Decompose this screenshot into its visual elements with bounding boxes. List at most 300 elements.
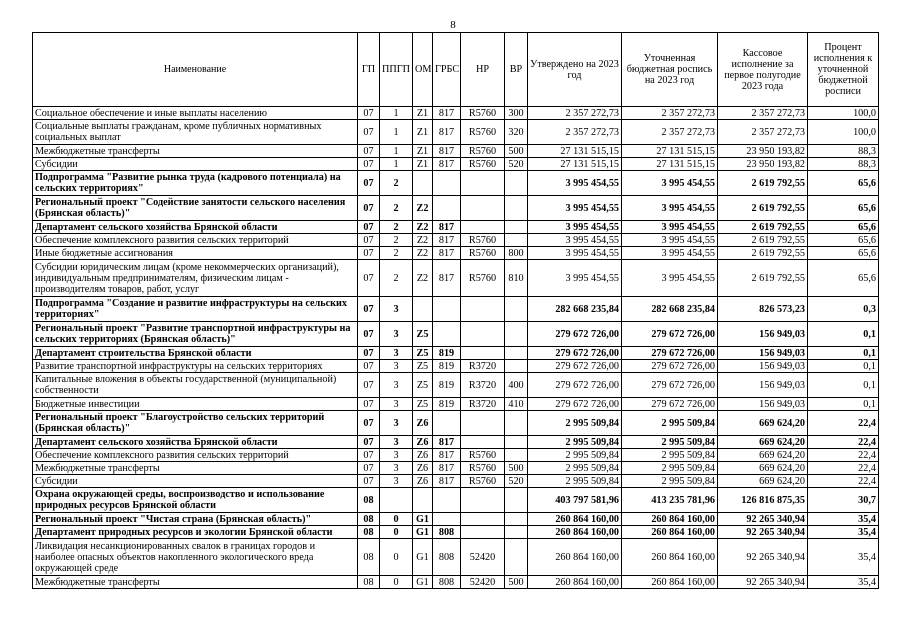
cell-refined: 2 357 272,73: [622, 120, 718, 145]
cell-refined: 279 672 726,00: [622, 347, 718, 360]
table-row: [33, 488, 879, 513]
cell-name: Бюджетные инвестиции: [33, 398, 358, 411]
cell-cash: 826 573,23: [718, 297, 808, 322]
cell-om: [413, 171, 433, 196]
cell-vr: [505, 449, 528, 462]
cell-percent: 0,3: [808, 297, 879, 322]
cell-np: R5760: [461, 247, 505, 260]
cell-np: R5760: [461, 234, 505, 247]
cell-om: G1: [413, 526, 433, 539]
header-ppgp: ППГП: [380, 33, 413, 107]
cell-approved: 279 672 726,00: [528, 347, 622, 360]
cell-name: Обеспечение комплексного развития сельских территорий: [33, 449, 358, 462]
cell-approved: 403 797 581,96: [528, 488, 622, 513]
cell-vr: [505, 196, 528, 221]
cell-grbs: [433, 171, 461, 196]
cell-om: Z5: [413, 322, 433, 347]
table-row: [33, 449, 879, 462]
cell-cash: 2 619 792,55: [718, 260, 808, 297]
cell-gp: 07: [358, 449, 380, 462]
cell-refined: 27 131 515,15: [622, 145, 718, 158]
cell-vr: [505, 436, 528, 449]
cell-np: R5760: [461, 145, 505, 158]
cell-gp: 07: [358, 360, 380, 373]
cell-percent: 30,7: [808, 488, 879, 513]
cell-grbs: 819: [433, 398, 461, 411]
cell-approved: 3 995 454,55: [528, 171, 622, 196]
cell-gp: 07: [358, 475, 380, 488]
cell-om: Z1: [413, 158, 433, 171]
cell-name: Подпрограмма "Создание и развитие инфраструктуры на сельских территориях": [33, 297, 358, 322]
cell-ppgp: 1: [380, 120, 413, 145]
cell-ppgp: 2: [380, 234, 413, 247]
cell-om: Z5: [413, 373, 433, 398]
cell-ppgp: 2: [380, 196, 413, 221]
cell-grbs: [433, 513, 461, 526]
cell-refined: 2 995 509,84: [622, 436, 718, 449]
table-row: [33, 411, 879, 436]
cell-cash: 156 949,03: [718, 398, 808, 411]
cell-vr: [505, 513, 528, 526]
cell-grbs: 817: [433, 475, 461, 488]
cell-np: R5760: [461, 462, 505, 475]
header-vr: ВР: [505, 33, 528, 107]
cell-ppgp: 3: [380, 297, 413, 322]
cell-approved: 3 995 454,55: [528, 234, 622, 247]
cell-np: [461, 411, 505, 436]
cell-np: R5760: [461, 449, 505, 462]
cell-vr: 810: [505, 260, 528, 297]
cell-vr: [505, 322, 528, 347]
cell-ppgp: 0: [380, 526, 413, 539]
cell-name: Социальные выплаты гражданам, кроме публичных нормативных социальных выплат: [33, 120, 358, 145]
cell-ppgp: 0: [380, 576, 413, 589]
cell-np: R3720: [461, 398, 505, 411]
cell-om: Z6: [413, 411, 433, 436]
cell-refined: 27 131 515,15: [622, 158, 718, 171]
cell-name: Межбюджетные трансферты: [33, 462, 358, 475]
cell-ppgp: 0: [380, 513, 413, 526]
cell-ppgp: 3: [380, 347, 413, 360]
cell-cash: 23 950 193,82: [718, 158, 808, 171]
cell-ppgp: 3: [380, 322, 413, 347]
header-percent: Процент исполнения к уточненной бюджетной росписи: [808, 33, 879, 107]
table-row: [33, 360, 879, 373]
cell-percent: 65,6: [808, 247, 879, 260]
cell-vr: 410: [505, 398, 528, 411]
cell-gp: 07: [358, 107, 380, 120]
cell-percent: 65,6: [808, 260, 879, 297]
cell-vr: [505, 347, 528, 360]
cell-ppgp: 2: [380, 221, 413, 234]
cell-name: Развитие транспортной инфраструктуры на сельских территориях: [33, 360, 358, 373]
cell-vr: [505, 526, 528, 539]
cell-approved: 27 131 515,15: [528, 145, 622, 158]
cell-name: Иные бюджетные ассигнования: [33, 247, 358, 260]
cell-approved: 3 995 454,55: [528, 260, 622, 297]
cell-ppgp: 3: [380, 462, 413, 475]
cell-approved: 260 864 160,00: [528, 576, 622, 589]
cell-om: Z1: [413, 107, 433, 120]
cell-name: Социальное обеспечение и иные выплаты населению: [33, 107, 358, 120]
cell-om: Z5: [413, 360, 433, 373]
cell-gp: 07: [358, 247, 380, 260]
cell-grbs: 817: [433, 234, 461, 247]
cell-refined: 3 995 454,55: [622, 247, 718, 260]
cell-refined: 3 995 454,55: [622, 196, 718, 221]
cell-vr: 520: [505, 158, 528, 171]
cell-vr: 500: [505, 576, 528, 589]
cell-grbs: [433, 297, 461, 322]
cell-vr: [505, 297, 528, 322]
table-row: [33, 436, 879, 449]
cell-refined: 279 672 726,00: [622, 360, 718, 373]
header-np: НР: [461, 33, 505, 107]
cell-gp: 07: [358, 322, 380, 347]
cell-grbs: 817: [433, 120, 461, 145]
cell-name: Департамент строительства Брянской области: [33, 347, 358, 360]
cell-vr: [505, 411, 528, 436]
cell-percent: 65,6: [808, 171, 879, 196]
cell-cash: 2 619 792,55: [718, 171, 808, 196]
cell-refined: 282 668 235,84: [622, 297, 718, 322]
cell-vr: 300: [505, 107, 528, 120]
cell-grbs: 819: [433, 347, 461, 360]
cell-refined: 3 995 454,55: [622, 260, 718, 297]
cell-vr: [505, 360, 528, 373]
table-row: [33, 347, 879, 360]
cell-gp: 08: [358, 488, 380, 513]
cell-np: R5760: [461, 120, 505, 145]
cell-percent: 22,4: [808, 475, 879, 488]
cell-gp: 07: [358, 398, 380, 411]
cell-np: R3720: [461, 360, 505, 373]
cell-np: [461, 513, 505, 526]
cell-ppgp: 1: [380, 107, 413, 120]
cell-gp: 08: [358, 513, 380, 526]
cell-om: Z2: [413, 221, 433, 234]
cell-grbs: 819: [433, 360, 461, 373]
header-name: Наименование: [33, 33, 358, 107]
cell-gp: 07: [358, 436, 380, 449]
cell-np: [461, 221, 505, 234]
cell-ppgp: 3: [380, 436, 413, 449]
cell-np: R5760: [461, 158, 505, 171]
cell-percent: 22,4: [808, 411, 879, 436]
table-row: [33, 247, 879, 260]
cell-np: R5760: [461, 475, 505, 488]
cell-om: Z2: [413, 260, 433, 297]
cell-cash: 92 265 340,94: [718, 576, 808, 589]
cell-np: [461, 322, 505, 347]
table-row: [33, 576, 879, 589]
cell-np: [461, 526, 505, 539]
cell-om: Z5: [413, 398, 433, 411]
cell-percent: 0,1: [808, 322, 879, 347]
table-row: [33, 398, 879, 411]
cell-percent: 35,4: [808, 576, 879, 589]
cell-approved: 260 864 160,00: [528, 539, 622, 576]
cell-grbs: 808: [433, 576, 461, 589]
cell-cash: 23 950 193,82: [718, 145, 808, 158]
cell-approved: 279 672 726,00: [528, 360, 622, 373]
cell-name: Ликвидация несанкционированных свалок в границах городов и наиболее опасных объектов накопленного экологического вреда окружающей среде: [33, 539, 358, 576]
cell-approved: 2 995 509,84: [528, 436, 622, 449]
cell-cash: 92 265 340,94: [718, 513, 808, 526]
cell-approved: 279 672 726,00: [528, 373, 622, 398]
cell-approved: 282 668 235,84: [528, 297, 622, 322]
cell-name: Охрана окружающей среды, воспроизводство и использование природных ресурсов Брянской области: [33, 488, 358, 513]
cell-approved: 279 672 726,00: [528, 322, 622, 347]
cell-refined: 3 995 454,55: [622, 221, 718, 234]
cell-gp: 07: [358, 158, 380, 171]
cell-cash: 92 265 340,94: [718, 539, 808, 576]
header-grbs: ГРБС: [433, 33, 461, 107]
cell-vr: [505, 171, 528, 196]
cell-name: Региональный проект "Благоустройство сельских территорий (Брянская область)": [33, 411, 358, 436]
cell-om: Z6: [413, 475, 433, 488]
cell-cash: 2 619 792,55: [718, 234, 808, 247]
cell-gp: 07: [358, 171, 380, 196]
header-approved: Утверждено на 2023 год: [528, 33, 622, 107]
cell-ppgp: 3: [380, 373, 413, 398]
cell-approved: 260 864 160,00: [528, 513, 622, 526]
cell-grbs: 817: [433, 462, 461, 475]
cell-gp: 07: [358, 260, 380, 297]
cell-vr: 800: [505, 247, 528, 260]
cell-om: Z1: [413, 120, 433, 145]
cell-cash: 92 265 340,94: [718, 526, 808, 539]
cell-cash: 2 619 792,55: [718, 196, 808, 221]
cell-om: Z2: [413, 247, 433, 260]
cell-refined: 2 995 509,84: [622, 411, 718, 436]
cell-vr: 320: [505, 120, 528, 145]
table-row: [33, 462, 879, 475]
cell-refined: 279 672 726,00: [622, 322, 718, 347]
cell-cash: 156 949,03: [718, 347, 808, 360]
cell-grbs: 808: [433, 526, 461, 539]
cell-percent: 0,1: [808, 360, 879, 373]
table-row: [33, 196, 879, 221]
cell-grbs: [433, 411, 461, 436]
cell-grbs: 817: [433, 221, 461, 234]
cell-om: Z6: [413, 449, 433, 462]
cell-np: [461, 171, 505, 196]
cell-name: Подпрограмма "Развитие рынка труда (кадрового потенциала) на сельских территориях": [33, 171, 358, 196]
cell-refined: 2 995 509,84: [622, 449, 718, 462]
cell-percent: 65,6: [808, 234, 879, 247]
cell-vr: 500: [505, 462, 528, 475]
cell-ppgp: 2: [380, 171, 413, 196]
header-refined: Уточненная бюджетная роспись на 2023 год: [622, 33, 718, 107]
cell-gp: 08: [358, 526, 380, 539]
cell-gp: 07: [358, 462, 380, 475]
cell-cash: 2 357 272,73: [718, 107, 808, 120]
cell-approved: 2 357 272,73: [528, 120, 622, 145]
table-row: [33, 145, 879, 158]
cell-name: Департамент сельского хозяйства Брянской области: [33, 436, 358, 449]
cell-cash: 669 624,20: [718, 436, 808, 449]
cell-np: R3720: [461, 373, 505, 398]
cell-ppgp: 3: [380, 475, 413, 488]
table-row: [33, 513, 879, 526]
cell-percent: 0,1: [808, 398, 879, 411]
table-row: [33, 158, 879, 171]
cell-ppgp: 3: [380, 360, 413, 373]
cell-name: Региональный проект "Чистая страна (Брянская область)": [33, 513, 358, 526]
cell-name: Региональный проект "Содействие занятости сельского населения (Брянская область)": [33, 196, 358, 221]
cell-gp: 07: [358, 196, 380, 221]
cell-percent: 35,4: [808, 513, 879, 526]
table-row: [33, 234, 879, 247]
cell-om: [413, 297, 433, 322]
cell-refined: 260 864 160,00: [622, 539, 718, 576]
cell-refined: 260 864 160,00: [622, 513, 718, 526]
cell-percent: 22,4: [808, 449, 879, 462]
cell-percent: 88,3: [808, 145, 879, 158]
table-row: [33, 221, 879, 234]
cell-grbs: [433, 196, 461, 221]
cell-ppgp: 2: [380, 260, 413, 297]
page-number: 8: [450, 19, 456, 31]
cell-np: 52420: [461, 576, 505, 589]
cell-approved: 3 995 454,55: [528, 221, 622, 234]
header-gp: ГП: [358, 33, 380, 107]
cell-grbs: 817: [433, 247, 461, 260]
cell-np: R5760: [461, 260, 505, 297]
cell-gp: 07: [358, 411, 380, 436]
cell-percent: 100,0: [808, 120, 879, 145]
cell-cash: 156 949,03: [718, 322, 808, 347]
cell-grbs: 817: [433, 107, 461, 120]
cell-np: [461, 297, 505, 322]
cell-vr: [505, 234, 528, 247]
table-row: [33, 171, 879, 196]
cell-vr: [505, 488, 528, 513]
cell-grbs: 819: [433, 373, 461, 398]
cell-gp: 07: [358, 120, 380, 145]
budget-table: [32, 32, 879, 589]
header-om: ОМ: [413, 33, 433, 107]
cell-grbs: [433, 488, 461, 513]
cell-cash: 156 949,03: [718, 373, 808, 398]
cell-name: Межбюджетные трансферты: [33, 576, 358, 589]
cell-name: Департамент сельского хозяйства Брянской области: [33, 221, 358, 234]
table-row: [33, 526, 879, 539]
cell-refined: 2 995 509,84: [622, 462, 718, 475]
cell-refined: 260 864 160,00: [622, 576, 718, 589]
cell-approved: 2 357 272,73: [528, 107, 622, 120]
cell-percent: 35,4: [808, 539, 879, 576]
cell-refined: 279 672 726,00: [622, 398, 718, 411]
cell-gp: 07: [358, 297, 380, 322]
cell-np: [461, 436, 505, 449]
cell-refined: 3 995 454,55: [622, 234, 718, 247]
cell-grbs: 817: [433, 436, 461, 449]
cell-grbs: 808: [433, 539, 461, 576]
cell-om: Z1: [413, 145, 433, 158]
cell-gp: 08: [358, 539, 380, 576]
cell-approved: 2 995 509,84: [528, 475, 622, 488]
cell-om: Z5: [413, 347, 433, 360]
cell-percent: 0,1: [808, 347, 879, 360]
cell-percent: 35,4: [808, 526, 879, 539]
cell-gp: 07: [358, 145, 380, 158]
cell-percent: 0,1: [808, 373, 879, 398]
cell-percent: 65,6: [808, 221, 879, 234]
table-row: [33, 322, 879, 347]
cell-name: Субсидии юридическим лицам (кроме некоммерческих организаций), индивидуальным предпринимателям, физическим лицам - производителям товаров, работ, услуг: [33, 260, 358, 297]
cell-percent: 88,3: [808, 158, 879, 171]
cell-om: G1: [413, 539, 433, 576]
cell-vr: [505, 539, 528, 576]
cell-vr: [505, 221, 528, 234]
cell-np: [461, 488, 505, 513]
cell-grbs: 817: [433, 449, 461, 462]
cell-cash: 2 619 792,55: [718, 221, 808, 234]
cell-refined: 3 995 454,55: [622, 171, 718, 196]
cell-cash: 156 949,03: [718, 360, 808, 373]
cell-approved: 3 995 454,55: [528, 247, 622, 260]
cell-cash: 126 816 875,35: [718, 488, 808, 513]
cell-refined: 2 995 509,84: [622, 475, 718, 488]
cell-grbs: [433, 322, 461, 347]
table-row: [33, 539, 879, 576]
cell-refined: 279 672 726,00: [622, 373, 718, 398]
cell-gp: 08: [358, 576, 380, 589]
cell-percent: 100,0: [808, 107, 879, 120]
cell-approved: 260 864 160,00: [528, 526, 622, 539]
cell-np: [461, 196, 505, 221]
cell-om: G1: [413, 576, 433, 589]
header-cash: Кассовое исполнение за первое полугодие 2023 года: [718, 33, 808, 107]
cell-om: Z6: [413, 462, 433, 475]
cell-name: Капитальные вложения в объекты государственной (муниципальной) собственности: [33, 373, 358, 398]
cell-name: Департамент природных ресурсов и экологии Брянской области: [33, 526, 358, 539]
cell-ppgp: 1: [380, 158, 413, 171]
cell-vr: 400: [505, 373, 528, 398]
cell-om: G1: [413, 513, 433, 526]
cell-om: [413, 488, 433, 513]
cell-gp: 07: [358, 221, 380, 234]
cell-cash: 2 357 272,73: [718, 120, 808, 145]
cell-name: Субсидии: [33, 475, 358, 488]
cell-cash: 669 624,20: [718, 449, 808, 462]
cell-name: Региональный проект "Развитие транспортной инфраструктуры на сельских территориях (Брянская область)": [33, 322, 358, 347]
table-row: [33, 297, 879, 322]
table-row: [33, 373, 879, 398]
cell-approved: 3 995 454,55: [528, 196, 622, 221]
cell-np: R5760: [461, 107, 505, 120]
cell-gp: 07: [358, 373, 380, 398]
cell-percent: 22,4: [808, 462, 879, 475]
cell-cash: 2 619 792,55: [718, 247, 808, 260]
cell-vr: 520: [505, 475, 528, 488]
cell-refined: 2 357 272,73: [622, 107, 718, 120]
cell-cash: 669 624,20: [718, 411, 808, 436]
cell-vr: 500: [505, 145, 528, 158]
cell-cash: 669 624,20: [718, 475, 808, 488]
cell-om: Z2: [413, 234, 433, 247]
cell-approved: 27 131 515,15: [528, 158, 622, 171]
cell-ppgp: 1: [380, 145, 413, 158]
table-body: [33, 107, 879, 589]
cell-name: Межбюджетные трансферты: [33, 145, 358, 158]
table-row: [33, 260, 879, 297]
cell-cash: 669 624,20: [718, 462, 808, 475]
table-header-row: [33, 33, 879, 107]
cell-refined: 260 864 160,00: [622, 526, 718, 539]
